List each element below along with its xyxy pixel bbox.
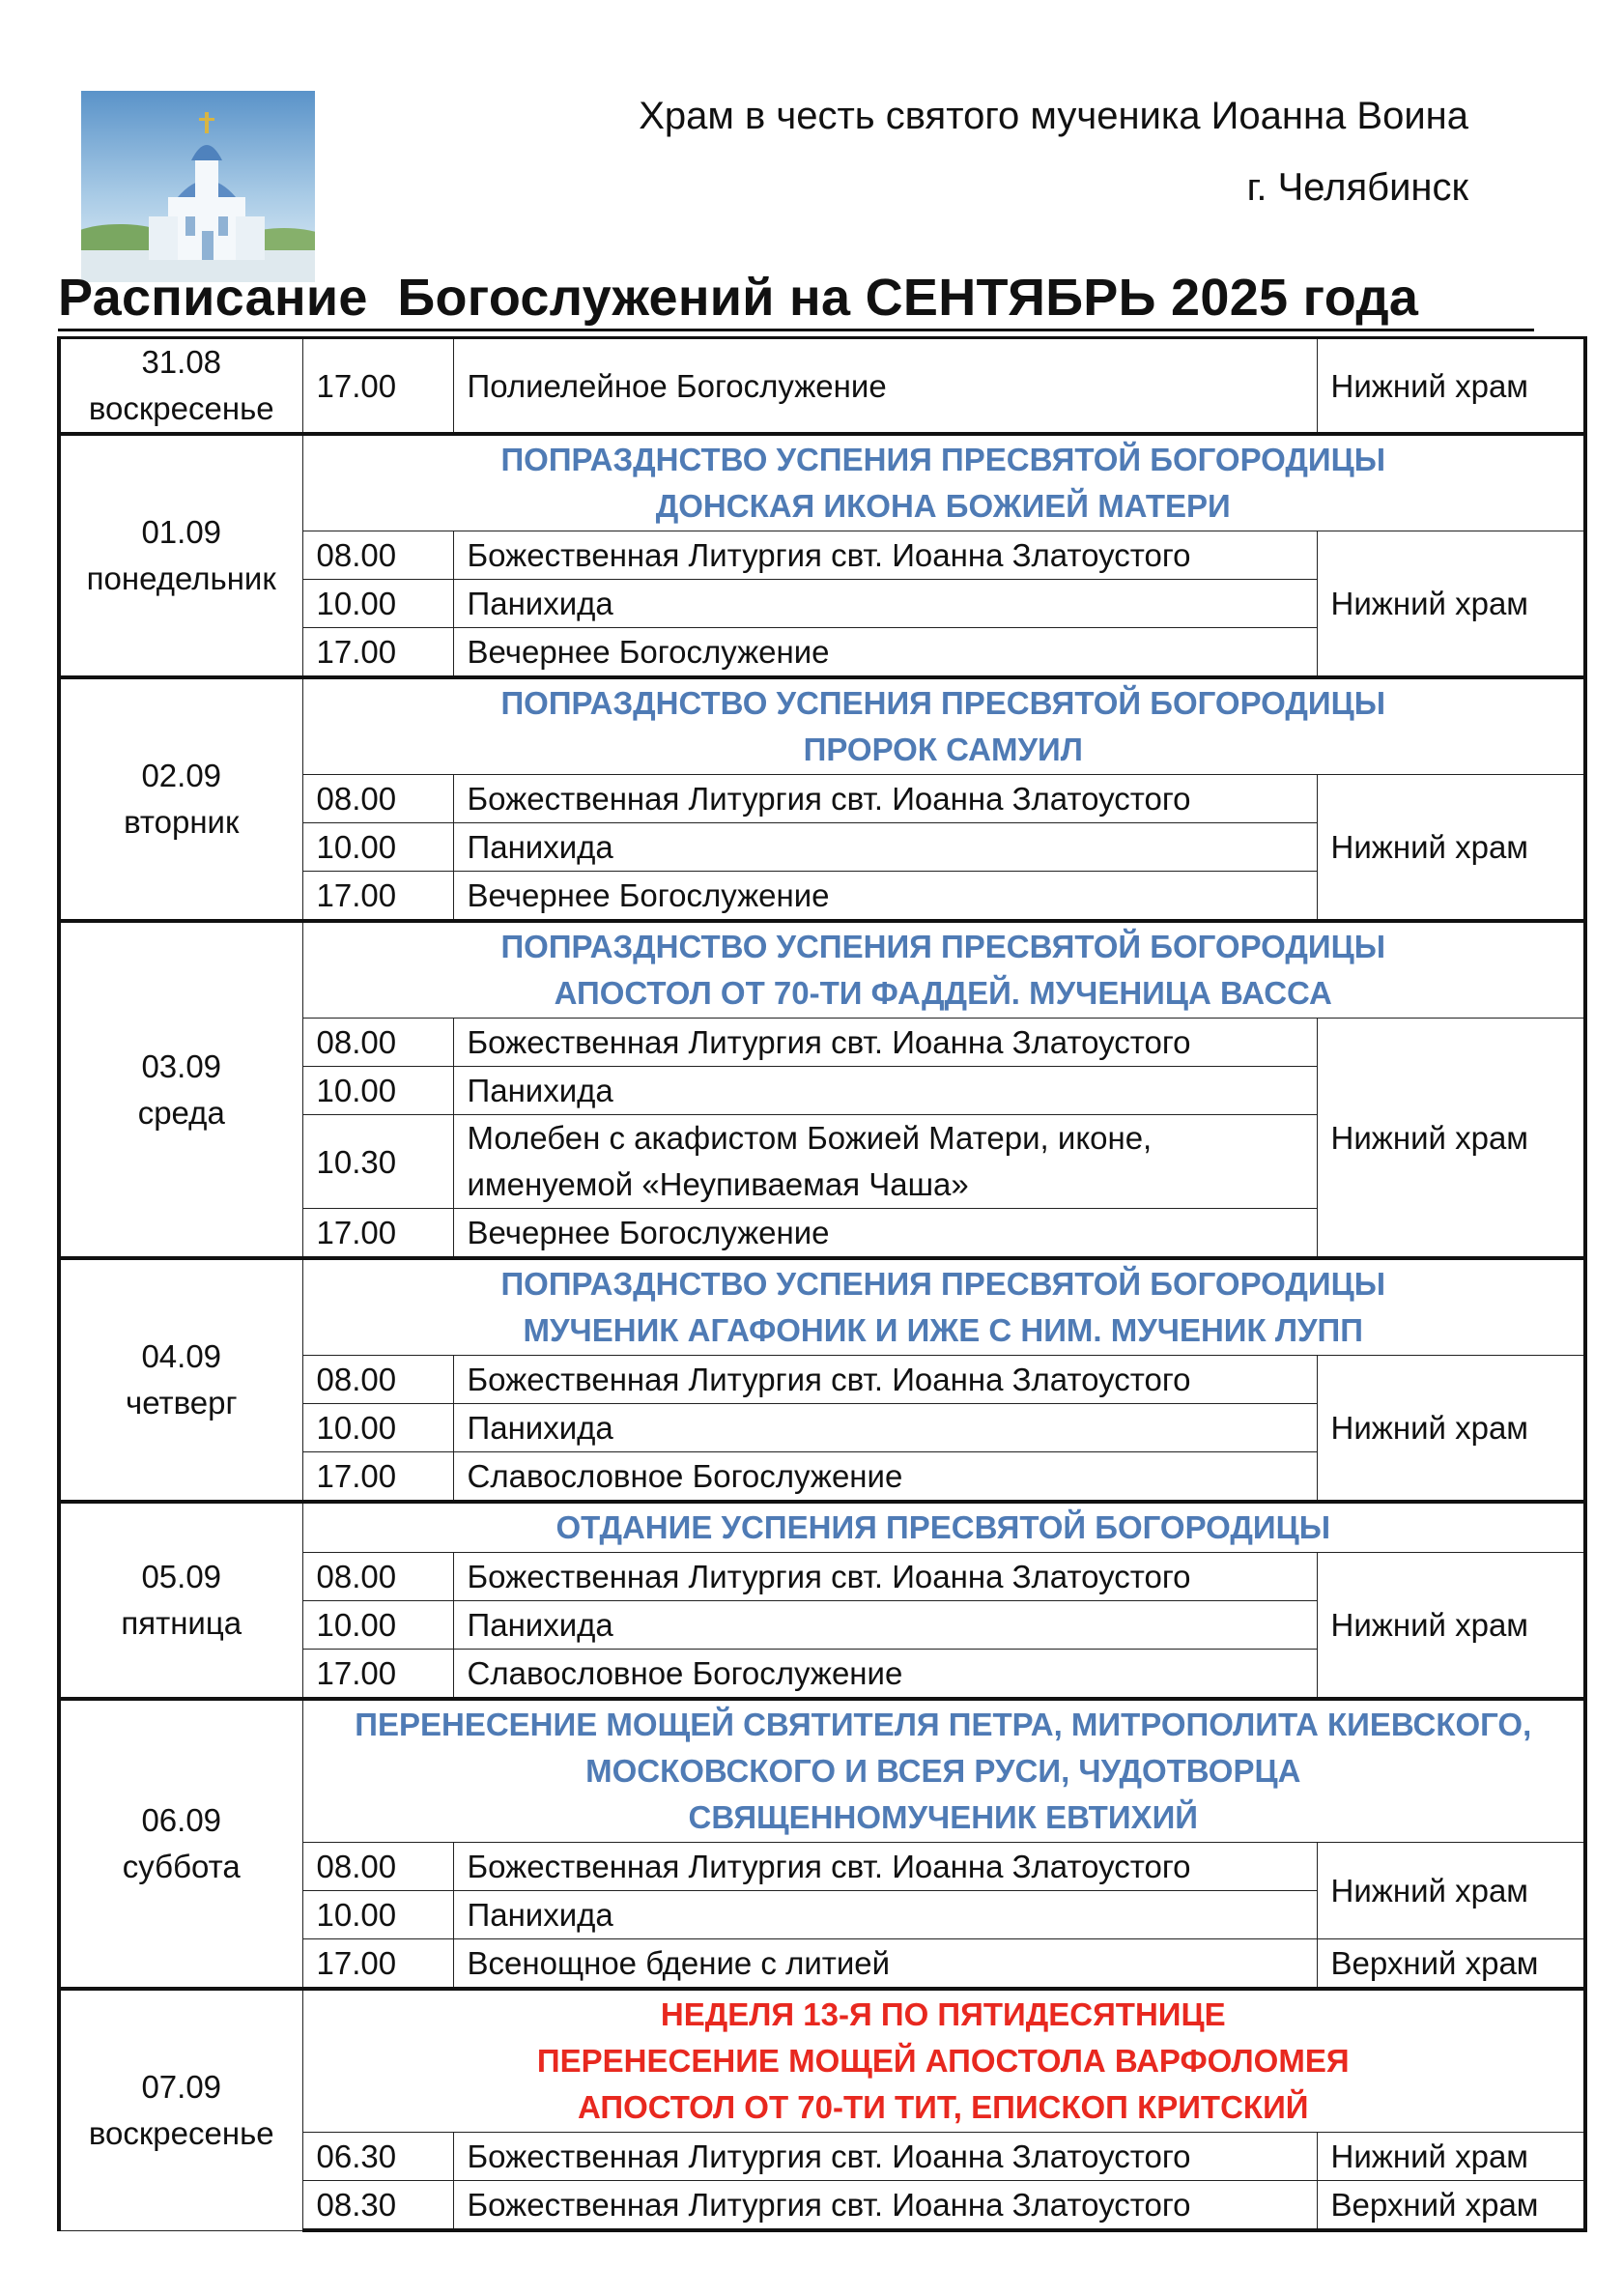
feast-line: ПОПРАЗДНСТВО УСПЕНИЯ ПРЕСВЯТОЙ БОГОРОДИЦЫ: [500, 929, 1386, 964]
service-time: 08.00: [302, 1553, 453, 1601]
feast-line: АПОСТОЛ ОТ 70-ТИ ТИТ, ЕПИСКОП КРИТСКИЙ: [577, 2089, 1309, 2125]
service-time: 17.00: [302, 872, 453, 922]
service-name-line: именуемой «Неупиваемая Чаша»: [467, 1166, 969, 1202]
feast-line: ОТДАНИЕ УСПЕНИЯ ПРЕСВЯТОЙ БОГОРОДИЦЫ: [555, 1509, 1331, 1545]
service-name: Божественная Литургия свт. Иоанна Златоустого: [453, 1019, 1317, 1067]
service-time: 17.00: [302, 1939, 453, 1990]
feast-title: [302, 1502, 1585, 1553]
table-row: [59, 1989, 1585, 2133]
service-time: 08.00: [302, 775, 453, 823]
date: 02.09: [141, 758, 222, 793]
weekday: воскресенье: [88, 390, 274, 426]
table-row: [59, 338, 1585, 435]
feast-title: [302, 1989, 1585, 2133]
service-name: Божественная Литургия свт. Иоанна Златоустого: [453, 531, 1317, 580]
feast-line: ПЕРЕНЕСЕНИЕ МОЩЕЙ АПОСТОЛА ВАРФОЛОМЕЯ: [536, 2043, 1350, 2079]
service-time: 08.30: [302, 2181, 453, 2231]
service-name-line: Молебен с акафистом Божией Матери, иконе,: [467, 1120, 1153, 1156]
date: 03.09: [141, 1048, 222, 1084]
schedule-table: [57, 336, 1587, 2232]
service-name: Панихида: [453, 1067, 1317, 1115]
service-name: Божественная Литургия свт. Иоанна Златоустого: [453, 1843, 1317, 1891]
service-time: 10.30: [302, 1115, 453, 1209]
date-cell: [59, 1258, 302, 1502]
feast-line: ДОНСКАЯ ИКОНА БОЖИЕЙ МАТЕРИ: [655, 488, 1231, 524]
date: 31.08: [141, 344, 222, 380]
date-cell: [59, 1989, 302, 2230]
date-cell: [59, 921, 302, 1258]
service-time: 08.00: [302, 1843, 453, 1891]
date: 06.09: [141, 1802, 222, 1838]
feast-line: МУЧЕНИК АГАФОНИК И ИЖЕ С НИМ. МУЧЕНИК ЛУПП: [523, 1312, 1363, 1348]
service-location: Нижний храм: [1317, 1356, 1585, 1503]
service-name: Вечернее Богослужение: [453, 1209, 1317, 1259]
weekday: вторник: [124, 804, 240, 840]
feast-line: НЕДЕЛЯ 13-Я ПО ПЯТИДЕСЯТНИЦЕ: [660, 1996, 1226, 2032]
feast-title: [302, 1258, 1585, 1356]
feast-line: ПРОРОК САМУИЛ: [803, 732, 1083, 767]
service-name: [453, 1115, 1317, 1209]
feast-line: ПОПРАЗДНСТВО УСПЕНИЯ ПРЕСВЯТОЙ БОГОРОДИЦЫ: [500, 442, 1386, 477]
feast-line: АПОСТОЛ ОТ 70-ТИ ФАДДЕЙ. МУЧЕНИЦА ВАССА: [554, 975, 1332, 1011]
service-name: Божественная Литургия свт. Иоанна Златоустого: [453, 2181, 1317, 2231]
service-location: Нижний храм: [1317, 531, 1585, 678]
table-row: [59, 921, 1585, 1019]
feast-line: ПЕРЕНЕСЕНИЕ МОЩЕЙ СВЯТИТЕЛЯ ПЕТРА, МИТРОПОЛИТА КИЕВСКОГО,: [355, 1707, 1532, 1742]
feast-line: ПОПРАЗДНСТВО УСПЕНИЯ ПРЕСВЯТОЙ БОГОРОДИЦЫ: [500, 1266, 1386, 1302]
church-logo-image: [81, 91, 315, 282]
service-name: Панихида: [453, 1891, 1317, 1939]
service-time: 06.30: [302, 2133, 453, 2181]
service-name: Божественная Литургия свт. Иоанна Златоустого: [453, 2133, 1317, 2181]
service-name: Божественная Литургия свт. Иоанна Златоустого: [453, 775, 1317, 823]
table-row: [59, 434, 1585, 531]
service-name: Славословное Богослужение: [453, 1650, 1317, 1700]
service-time: 10.00: [302, 1404, 453, 1452]
weekday: четверг: [126, 1385, 238, 1421]
service-time: 10.00: [302, 823, 453, 872]
feast-line: МОСКОВСКОГО И ВСЕЯ РУСИ, ЧУДОТВОРЦА: [585, 1753, 1301, 1789]
service-name: Панихида: [453, 580, 1317, 628]
table-row: [59, 677, 1585, 775]
service-time: 08.00: [302, 1356, 453, 1404]
service-time: 10.00: [302, 1601, 453, 1650]
service-name: Панихида: [453, 1404, 1317, 1452]
service-time: 17.00: [302, 1209, 453, 1259]
weekday: суббота: [122, 1849, 241, 1884]
service-location: Верхний храм: [1317, 2181, 1585, 2231]
service-name: Вечернее Богослужение: [453, 628, 1317, 678]
service-location: Нижний храм: [1317, 1019, 1585, 1259]
service-name: Полиелейное Богослужение: [453, 338, 1317, 435]
service-location: Нижний храм: [1317, 2133, 1585, 2181]
date: 07.09: [141, 2068, 222, 2105]
service-location: Нижний храм: [1317, 775, 1585, 922]
service-time: 10.00: [302, 1891, 453, 1939]
service-time: 10.00: [302, 580, 453, 628]
service-location: Нижний храм: [1317, 1553, 1585, 1700]
date-cell: [59, 434, 302, 677]
table-row: [59, 1502, 1585, 1553]
service-name: Всенощное бдение с литией: [453, 1939, 1317, 1990]
city-name: г. Челябинск: [1246, 166, 1468, 209]
title-underline: [58, 329, 1534, 331]
temple-name: Храм в честь святого мученика Иоанна Воина: [639, 95, 1468, 137]
date: 01.09: [141, 514, 222, 550]
service-time: 08.00: [302, 531, 453, 580]
date-cell: [59, 338, 302, 435]
service-name: Вечернее Богослужение: [453, 872, 1317, 922]
service-time: 17.00: [302, 1452, 453, 1503]
service-time: 10.00: [302, 1067, 453, 1115]
service-name: Божественная Литургия свт. Иоанна Златоустого: [453, 1553, 1317, 1601]
date-cell: [59, 1502, 302, 1699]
date: 05.09: [141, 1559, 222, 1594]
feast-title: [302, 434, 1585, 531]
service-time: 17.00: [302, 628, 453, 678]
feast-title: [302, 677, 1585, 775]
service-location: Нижний храм: [1317, 1843, 1585, 1939]
feast-title: [302, 1699, 1585, 1843]
weekday: воскресенье: [88, 2114, 274, 2151]
table-row: [59, 1258, 1585, 1356]
weekday: понедельник: [86, 560, 276, 596]
table-row: [59, 1699, 1585, 1843]
service-time: 17.00: [302, 1650, 453, 1700]
feast-title: [302, 921, 1585, 1019]
service-name: Панихида: [453, 1601, 1317, 1650]
service-name: Божественная Литургия свт. Иоанна Златоустого: [453, 1356, 1317, 1404]
date-cell: [59, 677, 302, 921]
service-name: Славословное Богослужение: [453, 1452, 1317, 1503]
schedule-title: Расписание Богослужений на СЕНТЯБРЬ 2025 года: [58, 269, 1419, 327]
service-location: Нижний храм: [1317, 338, 1585, 435]
service-location: Верхний храм: [1317, 1939, 1585, 1990]
feast-line: ПОПРАЗДНСТВО УСПЕНИЯ ПРЕСВЯТОЙ БОГОРОДИЦЫ: [500, 685, 1386, 721]
weekday: пятница: [121, 1605, 242, 1641]
feast-line: СВЯЩЕННОМУЧЕНИК ЕВТИХИЙ: [688, 1799, 1199, 1835]
weekday: среда: [137, 1094, 225, 1131]
service-time: 08.00: [302, 1019, 453, 1067]
service-time: 17.00: [302, 338, 453, 435]
service-name: Панихида: [453, 823, 1317, 872]
date: 04.09: [141, 1338, 222, 1374]
date-cell: [59, 1699, 302, 1989]
